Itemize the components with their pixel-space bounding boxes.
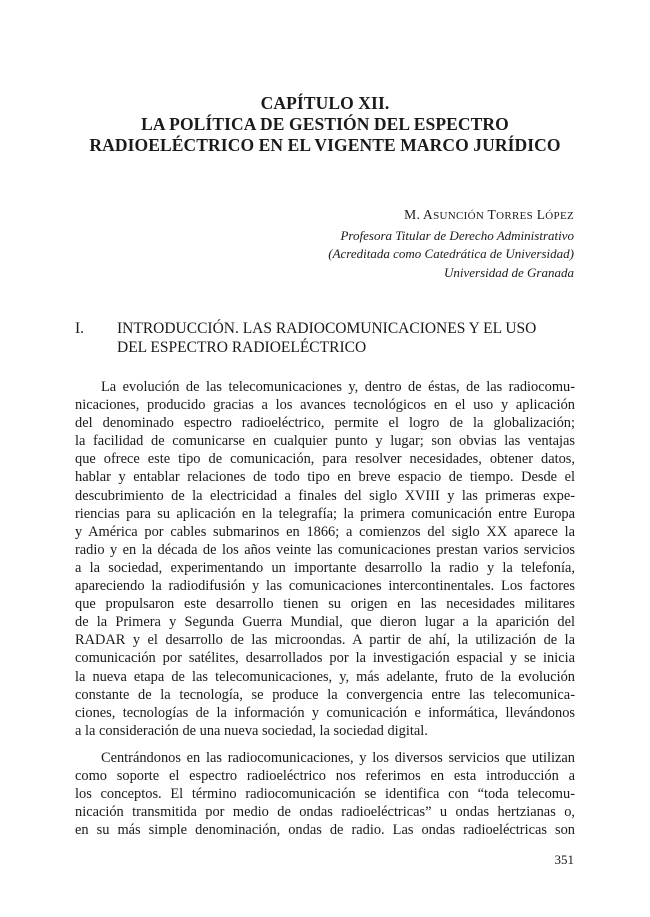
text-line: Centrándonos en las radiocomunicaciones, y los diversos servicios que utilizan [101,749,575,766]
text-line: ciones, tecnologías de la información y comunicación e informática, llevándonos [75,704,575,721]
chapter-heading [40,93,610,156]
text-line: la facilidad de comunicarse en cualquier punto y lugar; son obvias las ventajas [75,433,575,450]
text-line: a la sociedad, experimentando un importante desarrollo la radio y la telefonía, [75,559,575,576]
paragraph [75,749,575,839]
text-line: a la consideración de una nueva sociedad, la sociedad digital. [75,722,428,739]
page-number: 351 [554,852,574,867]
author-name: M. ASUNCIÓN TORRES LÓPEZ [404,207,574,222]
text-line: hablar y entablar relaciones de todo tipo en breve espacio de tiempo. Desde el [75,469,575,486]
section-title-line-2: DEL ESPECTRO RADIOELÉCTRICO [117,339,367,356]
text-line: de la Primera y Segunda Guerra Mundial, que dieron lugar a la aparición del [75,614,575,631]
text-line: del denominado espectro radioeléctrico, permite el logro de la globalización; [75,415,575,432]
chapter-number: CAPÍTULO XII. [260,93,390,113]
text-line: y América por cables submarinos en 1866; a comienzos del siglo XX aparece la [75,523,575,540]
chapter-title-line-2: RADIOELÉCTRICO EN EL VIGENTE MARCO JURÍDICO [89,135,561,155]
text-line: que ofrece este tipo de comunicación, para resolver necesidades, obtener datos, [75,451,575,468]
text-line: riencias para su aplicación en la telegrafía; la primera comunicación entre Europa [75,505,575,522]
text-line: constante de la tecnología, se produce la convergencia entre las telecomunica- [75,686,575,703]
chapter-title-line-1: LA POLÍTICA DE GESTIÓN DEL ESPECTRO [141,114,509,134]
text-line: los conceptos. El término radiocomunicación se identifica con “toda telecomu- [75,786,575,803]
section-number: I. [75,320,85,337]
text-line: que propulsaron este desarrollo tienen su origen en las necesidades militares [75,596,575,613]
text-line: descubrimiento de la electricidad a finales del siglo XVIII y las primeras expe- [75,487,575,504]
text-line: La evolución de las telecomunicaciones y, dentro de éstas, de las radiocomu- [101,379,575,395]
author-university: Universidad de Granada [444,264,574,280]
text-line: nicación transmitida por medio de ondas radioeléctricas” u ondas hertzianas o, [75,804,575,821]
text-line: la nueva etapa de las telecomunicaciones, y, más adelante, fruto de la evolución [75,668,575,685]
paragraph [75,378,575,740]
section-title [117,319,587,357]
text-line: en su más simple denominación, ondas de radio. Las ondas radioeléctricas son [75,822,575,839]
author-block [328,206,574,282]
text-line: comunicación por satélites, desarrollados por la investigación espacial y se inicia [75,650,575,667]
body-text [75,378,575,839]
text-line: apareciendo la radiodifusión y las comunicaciones intercontinentales. Los factores [75,578,575,595]
text-line: como soporte el espectro radioeléctrico nos referimos en esta introducción a [75,767,575,784]
text-line: nicaciones, producido gracias a los avances tecnológicos en el uso y aplicación [75,397,575,414]
section-title-line-1: INTRODUCCIÓN. LAS RADIOCOMUNICACIONES Y EL USO [117,320,537,337]
text-line: RADAR y el desarrollo de las microondas. A partir de ahí, la utilización de la [75,632,575,649]
author-accreditation: (Acreditada como Catedrática de Universidad) [328,246,574,261]
text-line: radio y en la década de los años veinte las comunicaciones prestan varios servicios [75,541,575,558]
author-role: Profesora Titular de Derecho Administrativo [340,227,574,243]
